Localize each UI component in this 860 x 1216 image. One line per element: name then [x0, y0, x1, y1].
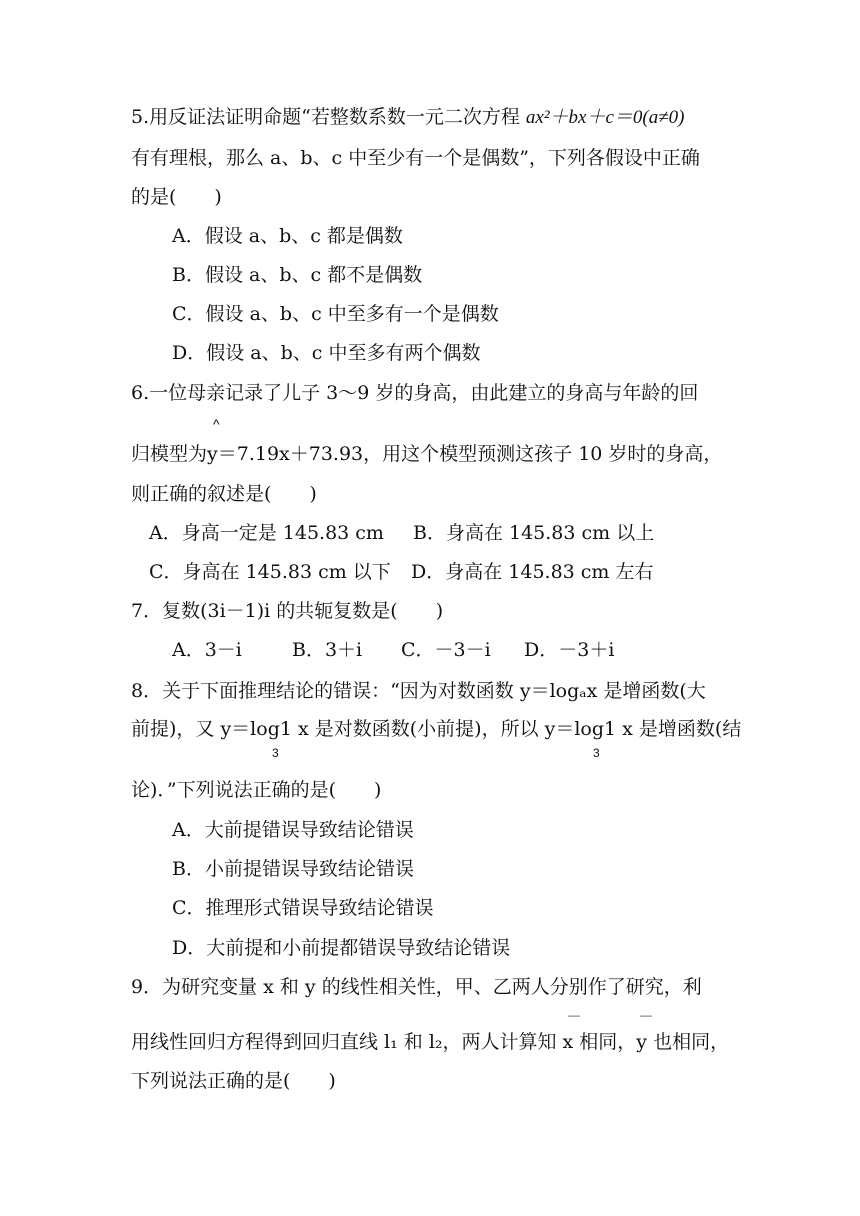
q5-line2: 有有理根，那么 a、b、c 中至少有一个是偶数”，下列各假设中正确 [131, 147, 700, 169]
q9-y-bar: — [640, 1008, 652, 1022]
q6-hat-mark: ^ [213, 416, 220, 432]
q6-option-a: A．身高一定是 145.83 cm [149, 522, 384, 544]
q8-line1: 8．关于下面推理结论的错误：“因为对数函数 y＝logₐx 是增函数(大 [131, 680, 706, 702]
q6-option-b: B．身高在 145.83 cm 以上 [413, 522, 655, 544]
q8-option-d: D．大前提和小前提都错误导致结论错误 [172, 937, 511, 959]
q8-option-a: A．大前提错误导致结论错误 [172, 819, 414, 841]
q6-option-d: D．身高在 145.83 cm 左右 [411, 561, 654, 583]
q5-line3: 的是( ) [131, 186, 222, 208]
q5-option-d: D．假设 a、b、c 中至多有两个偶数 [172, 342, 481, 364]
q6-line1: 6.一位母亲记录了儿子 3～9 岁的身高，由此建立的身高与年龄的回 [131, 382, 699, 404]
q5-line1-text: 5.用反证法证明命题“若整数系数一元二次方程 [131, 106, 526, 128]
q8-option-b: B．小前提错误导致结论错误 [172, 858, 414, 880]
q9-line2: 用线性回归方程得到回归直线 l₁ 和 l₂，两人计算知 x 相同，y 也相同， [131, 1031, 730, 1053]
q9-line1: 9．为研究变量 x 和 y 的线性相关性，甲、乙两人分别作了研究，利 [131, 976, 702, 998]
q5-equation: ax²＋bx＋c＝0(a≠0) [525, 107, 685, 128]
q9-line3: 下列说法正确的是( ) [131, 1070, 336, 1092]
q8-fraction-denominator-1: 3 [272, 746, 279, 760]
q6-option-c: C．身高在 145.83 cm 以下 [149, 561, 391, 583]
q8-line3: 论)．”下列说法正确的是( ) [131, 779, 382, 801]
q8-option-c: C．推理形式错误导致结论错误 [172, 897, 434, 919]
q8-line2: 前提)，又 y＝log1 x 是对数函数(小前提)，所以 y＝log1 x 是增函数(结 [131, 718, 742, 740]
q7-option-a: A．3－i [172, 639, 242, 661]
q5-option-a: A．假设 a、b、c 都是偶数 [172, 225, 403, 247]
q5-option-c: C．假设 a、b、c 中至多有一个是偶数 [172, 303, 499, 325]
q6-line3: 则正确的叙述是( ) [131, 483, 317, 505]
q6-line2: 归模型为y＝7.19x＋73.93，用这个模型预测这孩子 10 岁时的身高， [131, 443, 723, 465]
q7-line1: 7．复数(3i－1)i 的共轭复数是( ) [131, 600, 444, 622]
q8-fraction-denominator-2: 3 [593, 746, 600, 760]
q7-option-b: B．3＋i [292, 639, 363, 661]
q9-x-bar: — [568, 1008, 580, 1022]
q7-option-c: C．－3－i [401, 639, 491, 661]
q5-option-b: B．假设 a、b、c 都不是偶数 [172, 264, 423, 286]
q5-line1 [131, 104, 684, 131]
q7-option-d: D．－3＋i [524, 639, 615, 661]
